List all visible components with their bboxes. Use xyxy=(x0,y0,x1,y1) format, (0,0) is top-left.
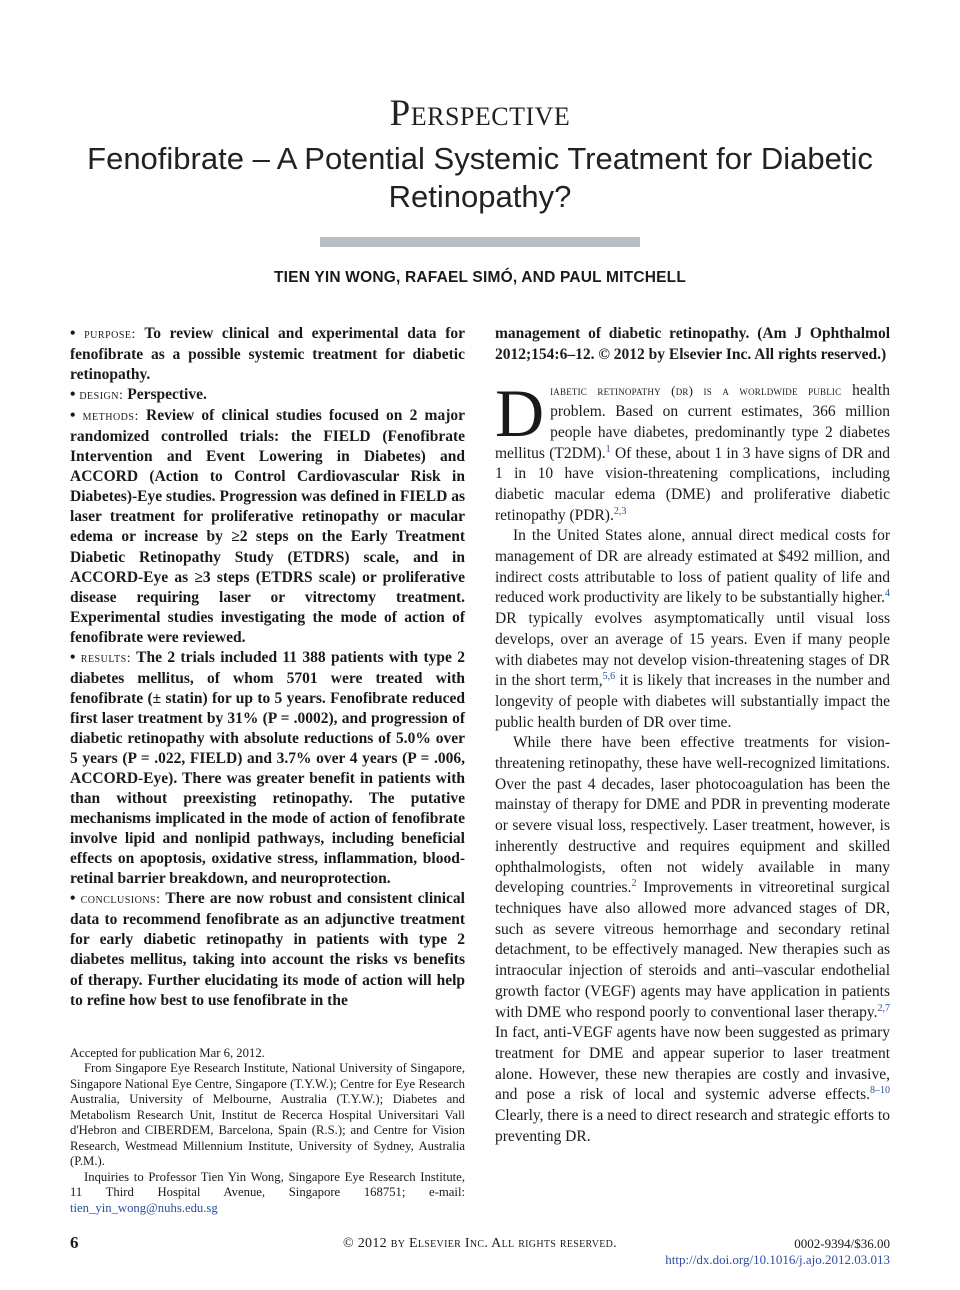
conclusions-text: There are now robust and consistent clinical data to recommend fenofibrate as an adjunctive treatment for early diabetic retinopathy in patients with type 2 diabetes mellitus, taking into account the risks vs benefits of therapy. Further elucidating its mode of action will help to refine how best to use fenofibrate in the xyxy=(70,890,465,1009)
article-notes xyxy=(70,1046,465,1216)
issn-price: 0002-9394/$36.00 xyxy=(794,1236,890,1251)
inquiries-text: Inquiries to Professor Tien Yin Wong, Singapore Eye Research Institute, 11 Third Hospital Avenue, Singapore 168751; e-mail: xyxy=(70,1169,465,1200)
results-label: results: xyxy=(80,650,132,666)
body-paragraph-3: While there have been effective treatments for vision-threatening retinopathy, these have well-recognized limitations. Over the past 4 decades, laser photocoagulation has been the mainstay of therapy for DME and PDR in preventing moderate or severe visual loss, respectively. Laser treatment, however, is inherently destructive and requires equipment and skilled ophthalmologists, often not widely available in many developing countries.$^2$ Improvements in vitreoretinal surgical techniques have also allowed more advanced stages of DR, such as severe vitreous hemorrhage and secondary retinal detachment, to be effectively managed. New therapies such as intraocular injection of steroids and anti–vascular endothelial growth factor (VEGF) agents may have application in patients with DME who respond poorly to conventional laser therapy.$^{2,7}$ In fact, anti-VEGF agents have now been suggested as primary treatment for DME and appear superior to laser treatment alone. However, these new therapies are costly and invasive, and pose a risk of local and systemic adverse effects.$^{8-10}$ Clearly, there is a need to direct research and strategic efforts to preventing DR. xyxy=(495,734,890,1145)
abstract-design: • design: Perspective. xyxy=(70,386,207,404)
reference-link[interactable]: 2,3 xyxy=(613,505,627,517)
conclusions-label: conclusions: xyxy=(80,892,161,908)
inquiries-note xyxy=(70,1170,465,1216)
reference-link[interactable]: 8–10 xyxy=(870,1085,890,1097)
doi-link[interactable]: http://dx.doi.org/10.1016/j.ajo.2012.03.013 xyxy=(665,1252,890,1267)
abstract-results: • results: The 2 trials included 11 388 patients with type 2 diabetes mellitus, of whom 5701 were treated with fenofibrate (± statin) for up to 5 years. Fenofibrate reduced first laser treatment by 31% (P = .0002), and progression of diabetic retinopathy with absolute reductions of 5.0% over 5 years (P = .022, FIELD) and 3.7% over 4 years (P = .006, ACCORD-Eye). There was greater benefit in patients with than without preexisting retinopathy. The putative mechanisms implicated in the mode of action of fenofibrate involve lipid and nonlipid pathways, including beneficial effects on apoptosis, oxidative stress, inflammation, blood-retinal barrier breakdown, and neuroprotection. xyxy=(70,648,465,888)
body-paragraph-1: Diabetic retinopathy (dr) is a worldwide public health problem. Based on current estimates, 366 million people have diabetes, predominantly type 2 diabetes mellitus (T2DM).$^1$ Of these, about 1 in 3 have signs of DR and 1 in 10 have vision-threatening complications, including diabetic macular edema (DME) and proliferative diabetic retinopathy (PDR).$^{2,3}$ xyxy=(495,375,890,524)
methods-text: Review of clinical studies focused on 2 major randomized controlled trials: the FIELD (Fenofibrate Intervention and Event Lowering in Diabetes) and ACCORD (Action to Control Cardiovascular Risk in Diabetes)-Eye studies. Progression was defined in FIELD as laser treatment for proliferative retinopathy or macular edema or increase by ≥2 steps on the Early Treatment Diabetic Retinopathy Study (ETDRS) scale, and in ACCORD-Eye as ≥3 steps (ETDRS scale) or proliferative disease requiring laser or vitrectomy treatment. Experimental studies investigating the mode of action of fenofibrate were reviewed. xyxy=(70,407,465,646)
abstract-methods: • methods: Review of clinical studies focused on 2 major randomized controlled trials: the FIELD (Fenofibrate Intervention and Event Lowering in Diabetes) and ACCORD (Action to Control Cardiovascular Risk in Diabetes)-Eye studies. Progression was defined in FIELD as laser treatment for proliferative retinopathy or macular edema or increase by ≥2 steps on the Early Treatment Diabetic Retinopathy Study (ETDRS) scale, and in ACCORD-Eye as ≥3 steps (ETDRS scale) or proliferative disease requiring laser or vitrectomy treatment. Experimental studies investigating the mode of action of fenofibrate were reviewed. xyxy=(70,407,465,646)
section-label: Perspective xyxy=(389,93,571,134)
email-link[interactable]: tien_yin_wong@nuhs.edu.sg xyxy=(70,1200,218,1215)
purpose-label: purpose: xyxy=(84,327,136,342)
reference-link[interactable]: 5,6 xyxy=(602,671,616,683)
lead-in: iabetic retinopathy (dr) is a worldwide public xyxy=(550,383,842,399)
article-title: Fenofibrate – A Potential Systemic Treatment for Diabetic Retinopathy? xyxy=(87,141,873,214)
abstract-conclusions: • conclusions: There are now robust and consistent clinical data to recommend fenofibrate as an adjunctive treatment for early diabetic retinopathy in patients with type 2 diabetes mellitus, taking into account the risks vs benefits of therapy. Further elucidating its mode of action will help to refine how best to use fenofibrate in the xyxy=(70,890,465,1009)
design-text: Perspective. xyxy=(127,386,207,404)
article-body xyxy=(495,324,890,1147)
methods-label: methods: xyxy=(82,409,139,425)
drop-cap: D xyxy=(495,375,545,452)
abstract-continuation: management of diabetic retinopathy. (Am J Ophthalmol 2012;154:6–12. © 2012 by Elsevier Inc. All rights reserved.) xyxy=(495,325,890,363)
abstract xyxy=(70,324,465,1011)
author-list: TIEN YIN WONG, RAFAEL SIMÓ, AND PAUL MITCHELL xyxy=(273,269,686,286)
reference-link[interactable]: 4 xyxy=(885,588,890,600)
abstract-purpose: • purpose: To review clinical and experimental data for fenofibrate as a possible systemic treatment for diabetic retinopathy. xyxy=(70,325,465,384)
design-label: design: xyxy=(79,388,124,404)
purpose-text: To review clinical and experimental data for fenofibrate as a possible systemic treatment for diabetic retinopathy. xyxy=(70,325,465,384)
page-number: 6 xyxy=(70,1233,79,1252)
reference-link[interactable]: 2 xyxy=(631,878,637,890)
accepted-note: Accepted for publication Mar 6, 2012. xyxy=(70,1046,265,1060)
copyright-notice: © 2012 by Elsevier Inc. All rights reserved. xyxy=(343,1236,617,1251)
results-text: The 2 trials included 11 388 patients with type 2 diabetes mellitus, of whom 5701 were treated with fenofibrate (± statin) for up to 5 years. Fenofibrate reduced first laser treatment by 31% (P = .0002), and progression of diabetic retinopathy with absolute reductions of 5.0% over 5 years (P = .022, FIELD) and 3.7% over 4 years (P = .006, ACCORD-Eye). There was greater benefit in patients with than without preexisting retinopathy. The putative mechanisms implicated in the mode of action of fenofibrate involve lipid and nonlipid pathways, including beneficial effects on apoptosis, oxidative stress, inflammation, blood-retinal barrier breakdown, and neuroprotection. xyxy=(70,648,465,888)
affiliations-note: From Singapore Eye Research Institute, National University of Singapore, Singapore National Eye Centre, Singapore (T.Y.W.); Centre for Eye Research Australia, University of Melbourne, Australia (T.Y.W.); Diabetes and Metabolism Research Unit, Institut de Recerca Hospital Universitari Vall d'Hebron and CIBERDEM, Barcelona, Spain (R.S.); and Centre for Vision Research, Westmead Millennium Institute, University of Sydney, Australia (P.M.). xyxy=(70,1061,465,1169)
reference-link[interactable]: 2,7 xyxy=(877,1002,890,1014)
body-paragraph-2: In the United States alone, annual direct medical costs for management of DR are already estimated at $492 million, and indirect costs attributable to loss of patient quality of life and reduced work productivity are likely to be substantially higher.$^4$ DR typically evolves asymptomatically until visual loss develops, over an average of 15 years. Even if many people with diabetes may not develop vision-threatening stages of DR in the short term,$^{5,6}$ it is likely that increases in the number and longevity of people with diabetes will substantially impact the public health burden of DR over time. xyxy=(495,527,890,731)
reference-link[interactable]: 1 xyxy=(605,443,611,455)
title-divider xyxy=(320,237,640,247)
